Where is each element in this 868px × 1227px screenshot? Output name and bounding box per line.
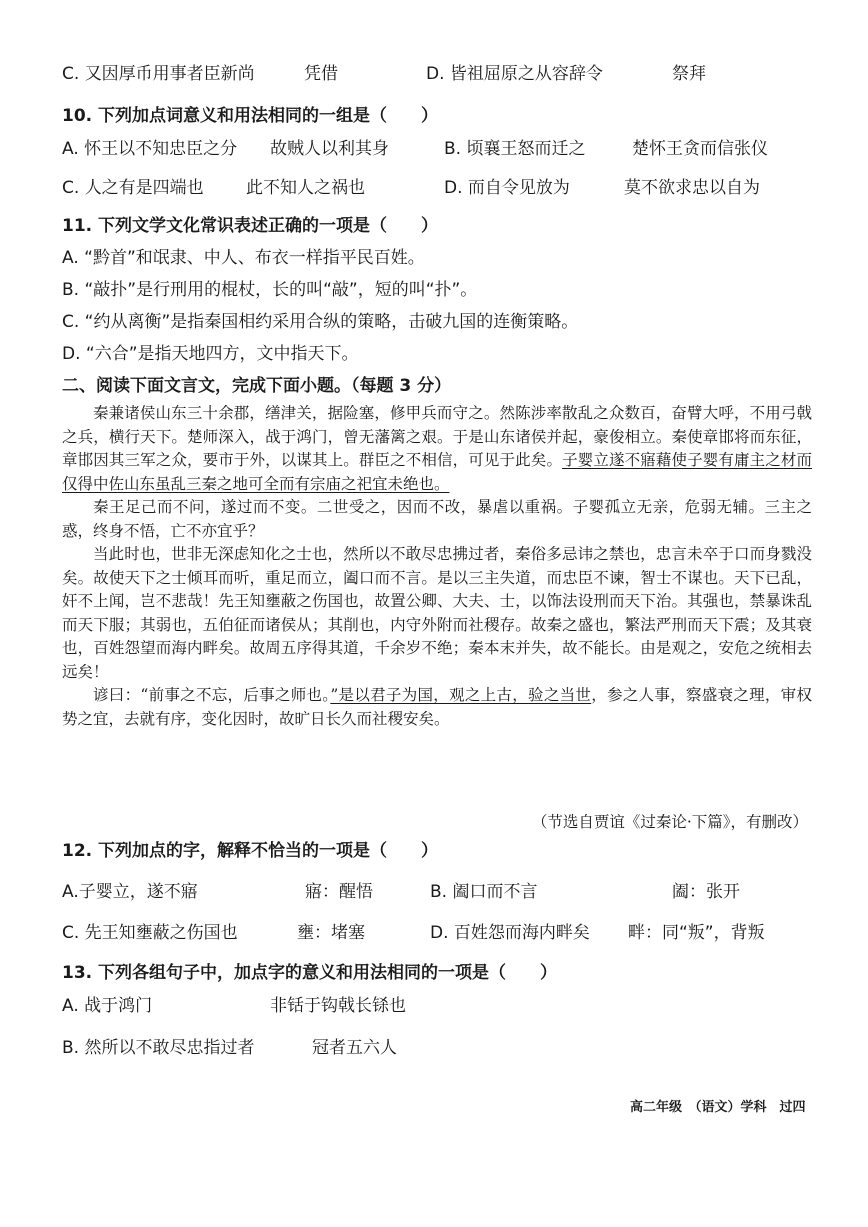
option-sentence: 怀王以不知忠臣之分 [84, 139, 238, 159]
q12-option-c: C. 先王知壅蔽之伤国也 [62, 923, 238, 943]
option-label: D. [426, 64, 445, 84]
option-sentence: 人之有是四端也 [84, 178, 204, 198]
q10-option-a-2: 故贼人以利其身 [270, 139, 389, 159]
underlined-sentence: 子婴立遂不寤藉使子婴有庸主之材而仅得中佐山东虽乱三秦之地可全而有宗庙之祀宜未绝也。 [62, 451, 812, 493]
q10-option-d [444, 176, 570, 200]
option-label: C. [62, 64, 80, 84]
paragraph-text: ，参之人事，察盛衰之理，审权势之宜，去就有序，变化因时，故旷日长久而社稷安矣。 [62, 686, 812, 728]
q11-option-a: A. “黔首”和氓隶、中人、布衣一样指平民百姓。 [62, 248, 425, 268]
q12-option-b-gloss: 阖：张开 [672, 882, 740, 902]
option-label: A. [62, 139, 79, 159]
underlined-phrase: 验之当世 [528, 686, 592, 704]
q10-stem: 10. 下列加点词意义和用法相同的一组是（ ） [62, 106, 439, 126]
q9-option-c-gloss: 凭借 [304, 64, 338, 84]
option-label: C. [62, 178, 80, 198]
classical-passage [62, 402, 812, 731]
option-text: 又因厚币用事者臣新尚 [84, 64, 255, 84]
option-sentence: 而自令见放为 [467, 178, 570, 198]
q11-option-c: C. “约从离衡”是指秦国相约采用合纵的策略，击破九国的连衡策略。 [62, 312, 579, 332]
q10-option-d-2: 莫不欲求忠以自为 [624, 178, 760, 198]
q10-option-b-2: 楚怀王贪而信张仪 [632, 139, 768, 159]
option-sentence: 战于鸿门 [84, 996, 153, 1016]
option-label: A. [62, 996, 79, 1016]
q10-option-a [62, 137, 237, 161]
paragraph-text: 秦兼诸侯山东三十余郡，缮津关，据险塞，修甲兵而守之。然陈涉率散乱之众数百，奋臂大呼，不用弓戟之兵，横行天下。楚师深入，战于鸿门，曾无藩篱之艰。于是山东诸侯并起，豪俊相立。秦使章邯将而东征，章邯因其三军之众，要市于外，以谋其上。群臣之不相信，可见于此矣。 [62, 404, 812, 469]
page-footer: 高二年级 （语文）学科 过四 [630, 1100, 806, 1115]
q12-option-c-gloss: 壅：堵塞 [297, 923, 365, 943]
option-sentence: 顷襄王怒而迁之 [466, 139, 586, 159]
q9-option-d [426, 62, 603, 86]
q13-option-b [62, 1036, 254, 1060]
option-text: 皆祖屈原之从容辞令 [449, 64, 603, 84]
option-label: D. [444, 178, 463, 198]
option-sentence: 然所以不敢尽忠指过者 [84, 1038, 255, 1058]
q13-option-a [62, 994, 152, 1018]
option-label: B. [62, 1038, 80, 1058]
underlined-sentence: ”是以君子为国，观之上古， [330, 686, 529, 704]
q11-stem: 11. 下列文学文化常识表述正确的一项是（ ） [62, 216, 439, 236]
q12-option-a-gloss: 寤：醒悟 [305, 882, 373, 902]
option-label: B. [444, 139, 462, 159]
section-heading: 二、阅读下面文言文，完成下面小题。（每题 3 分） [62, 376, 452, 396]
q12-option-d: D. 百姓怨而海内畔矣 [430, 923, 590, 943]
q13-stem: 13. 下列各组句子中，加点字的意义和用法相同的一项是（ ） [62, 963, 558, 983]
passage-paragraph-2: 秦王足己而不问，遂过而不变。二世受之，因而不改，暴虐以重祸。子婴孤立无亲，危弱无辅。三主之惑，终身不悟，亡不亦宜乎？ [62, 498, 812, 540]
q12-stem: 12. 下列加点的字，解释不恰当的一项是（ ） [62, 841, 439, 861]
passage-paragraph-1 [62, 402, 812, 496]
passage-paragraph-3: 当此时也，世非无深虑知化之士也，然所以不敢尽忠拂过者，秦俗多忌讳之禁也，忠言未卒于口而身戮没矣。故使天下之士倾耳而听，重足而立，阖口而不言。是以三主失道，而忠臣不谏，智士不谋也。天下已乱，奸不上闻，岂不悲哉！先王知壅蔽之伤国也，故置公卿、大夫、士，以饰法设刑而天下治。其强也，禁暴诛乱而天下服；其弱也，五伯征而诸侯从；其削也，内守外附而社稷存。故秦之盛也，繁法严刑而天下震；及其衰也，百姓怨望而海内畔矣。故周五序得其道，千余岁不绝；秦本末并失，故不能长。由是观之，安危之统相去远矣！ [62, 545, 812, 681]
q9-option-d-gloss: 祭拜 [672, 64, 706, 84]
q13-option-b-2: 冠者五六人 [312, 1038, 397, 1058]
q9-option-c [62, 62, 255, 86]
q12-option-d-gloss: 畔：同“叛”，背叛 [628, 923, 765, 943]
q12-option-b: B. 阖口而不言 [430, 882, 538, 902]
q11-option-d: D. “六合”是指天地四方，文中指天下。 [62, 344, 359, 364]
passage-source: （节选自贾谊《过秦论·下篇》，有删改） [531, 813, 808, 831]
q10-option-b [444, 137, 585, 161]
q12-option-a: A.子婴立，遂不寤 [62, 882, 198, 902]
q10-option-c-2: 此不知人之祸也 [246, 178, 365, 198]
paragraph-text: 谚曰：“前事之不忘，后事之师也。 [93, 686, 331, 704]
q13-option-a-2: 非铦于钩戟长铩也 [270, 996, 406, 1016]
passage-paragraph-4 [62, 684, 812, 731]
q10-option-c [62, 176, 204, 200]
q11-option-b: B. “敲扑”是行刑用的棍杖，长的叫“敲”，短的叫“扑”。 [62, 280, 478, 300]
